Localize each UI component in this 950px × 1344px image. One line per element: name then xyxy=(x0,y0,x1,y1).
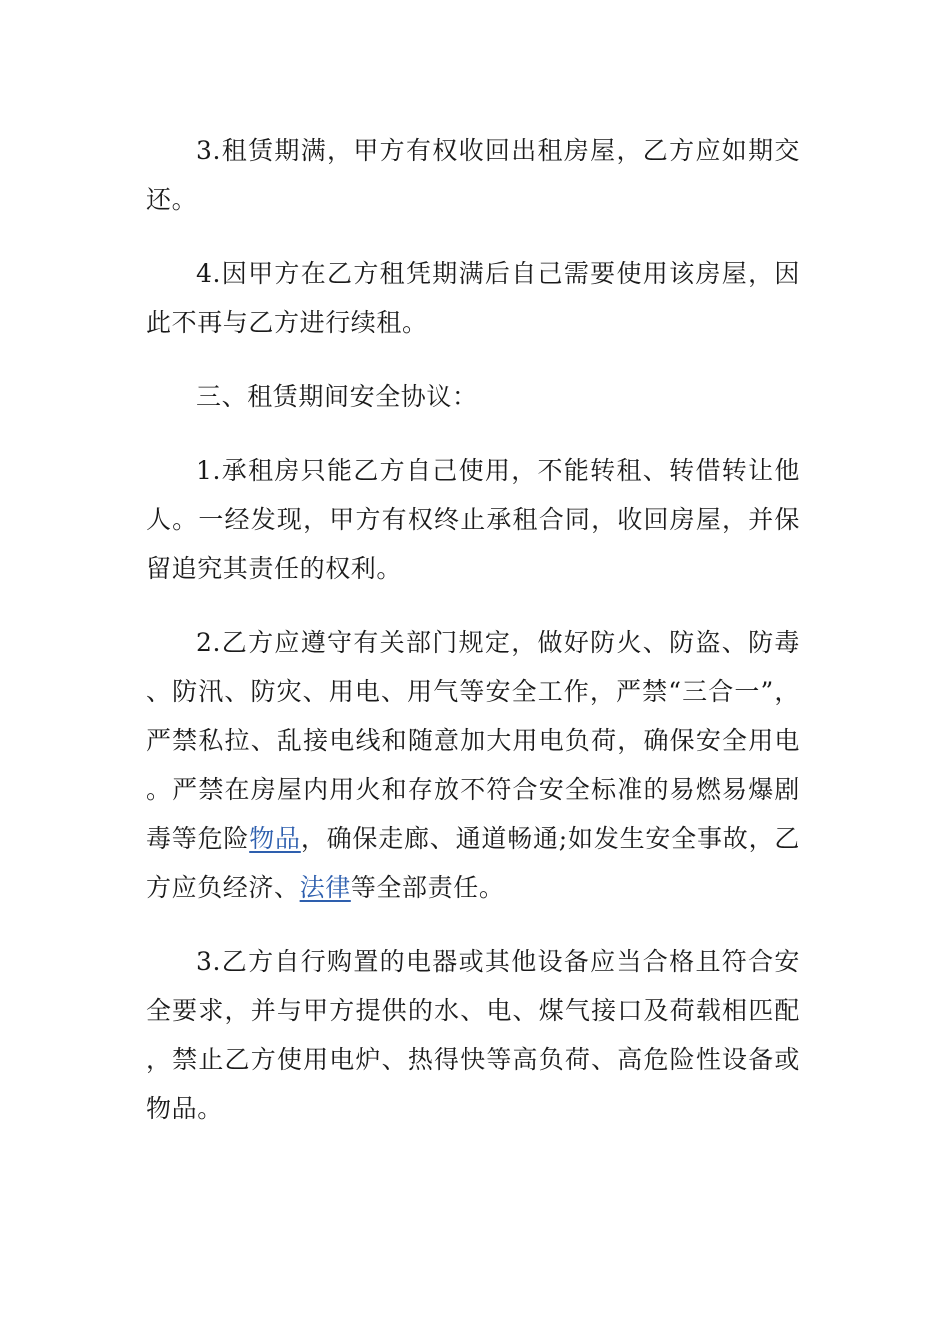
paragraph-appliance-requirements: 3.乙方自行购置的电器或其他设备应当合格且符合安全要求，并与甲方提供的水、电、煤气接口及荷载相匹配，禁止乙方使用电炉、热得快等高负荷、高危险性设备或物品。 xyxy=(146,947,800,1123)
safety-rules-text-1: 2.乙方应遵守有关部门规定，做好防火、防盗、防毒、防汛、防灾、用电、用气等安全工作，严禁“三合一”，严禁私拉、乱接电线和随意加大用电负荷，确保安全用电。严禁在房屋内用火和存放不符合安全标准的易燃易爆剧毒等危险 xyxy=(146,628,800,853)
document-body xyxy=(146,126,800,1158)
paragraph-safety-rules xyxy=(146,618,800,912)
link-goods[interactable]: 物品 xyxy=(249,824,301,853)
paragraph-no-renewal: 4.因甲方在乙方租凭期满后自己需要使用该房屋，因此不再与乙方进行续租。 xyxy=(146,259,800,337)
paragraph-lease-expiry: 3.租赁期满，甲方有权收回出租房屋，乙方应如期交还。 xyxy=(146,136,800,214)
safety-rules-text-2: ，确保走廊、通道畅通;如发生安全事故，乙方应负经济、 xyxy=(146,824,801,902)
safety-rules-text-3: 等全部责任。 xyxy=(350,873,505,902)
section-heading-safety-agreement: 三、租赁期间安全协议： xyxy=(196,382,478,411)
link-law[interactable]: 法律 xyxy=(299,873,351,902)
paragraph-no-sublet: 1.承租房只能乙方自己使用，不能转租、转借转让他人。一经发现，甲方有权终止承租合同，收回房屋，并保留追究其责任的权利。 xyxy=(146,456,800,583)
